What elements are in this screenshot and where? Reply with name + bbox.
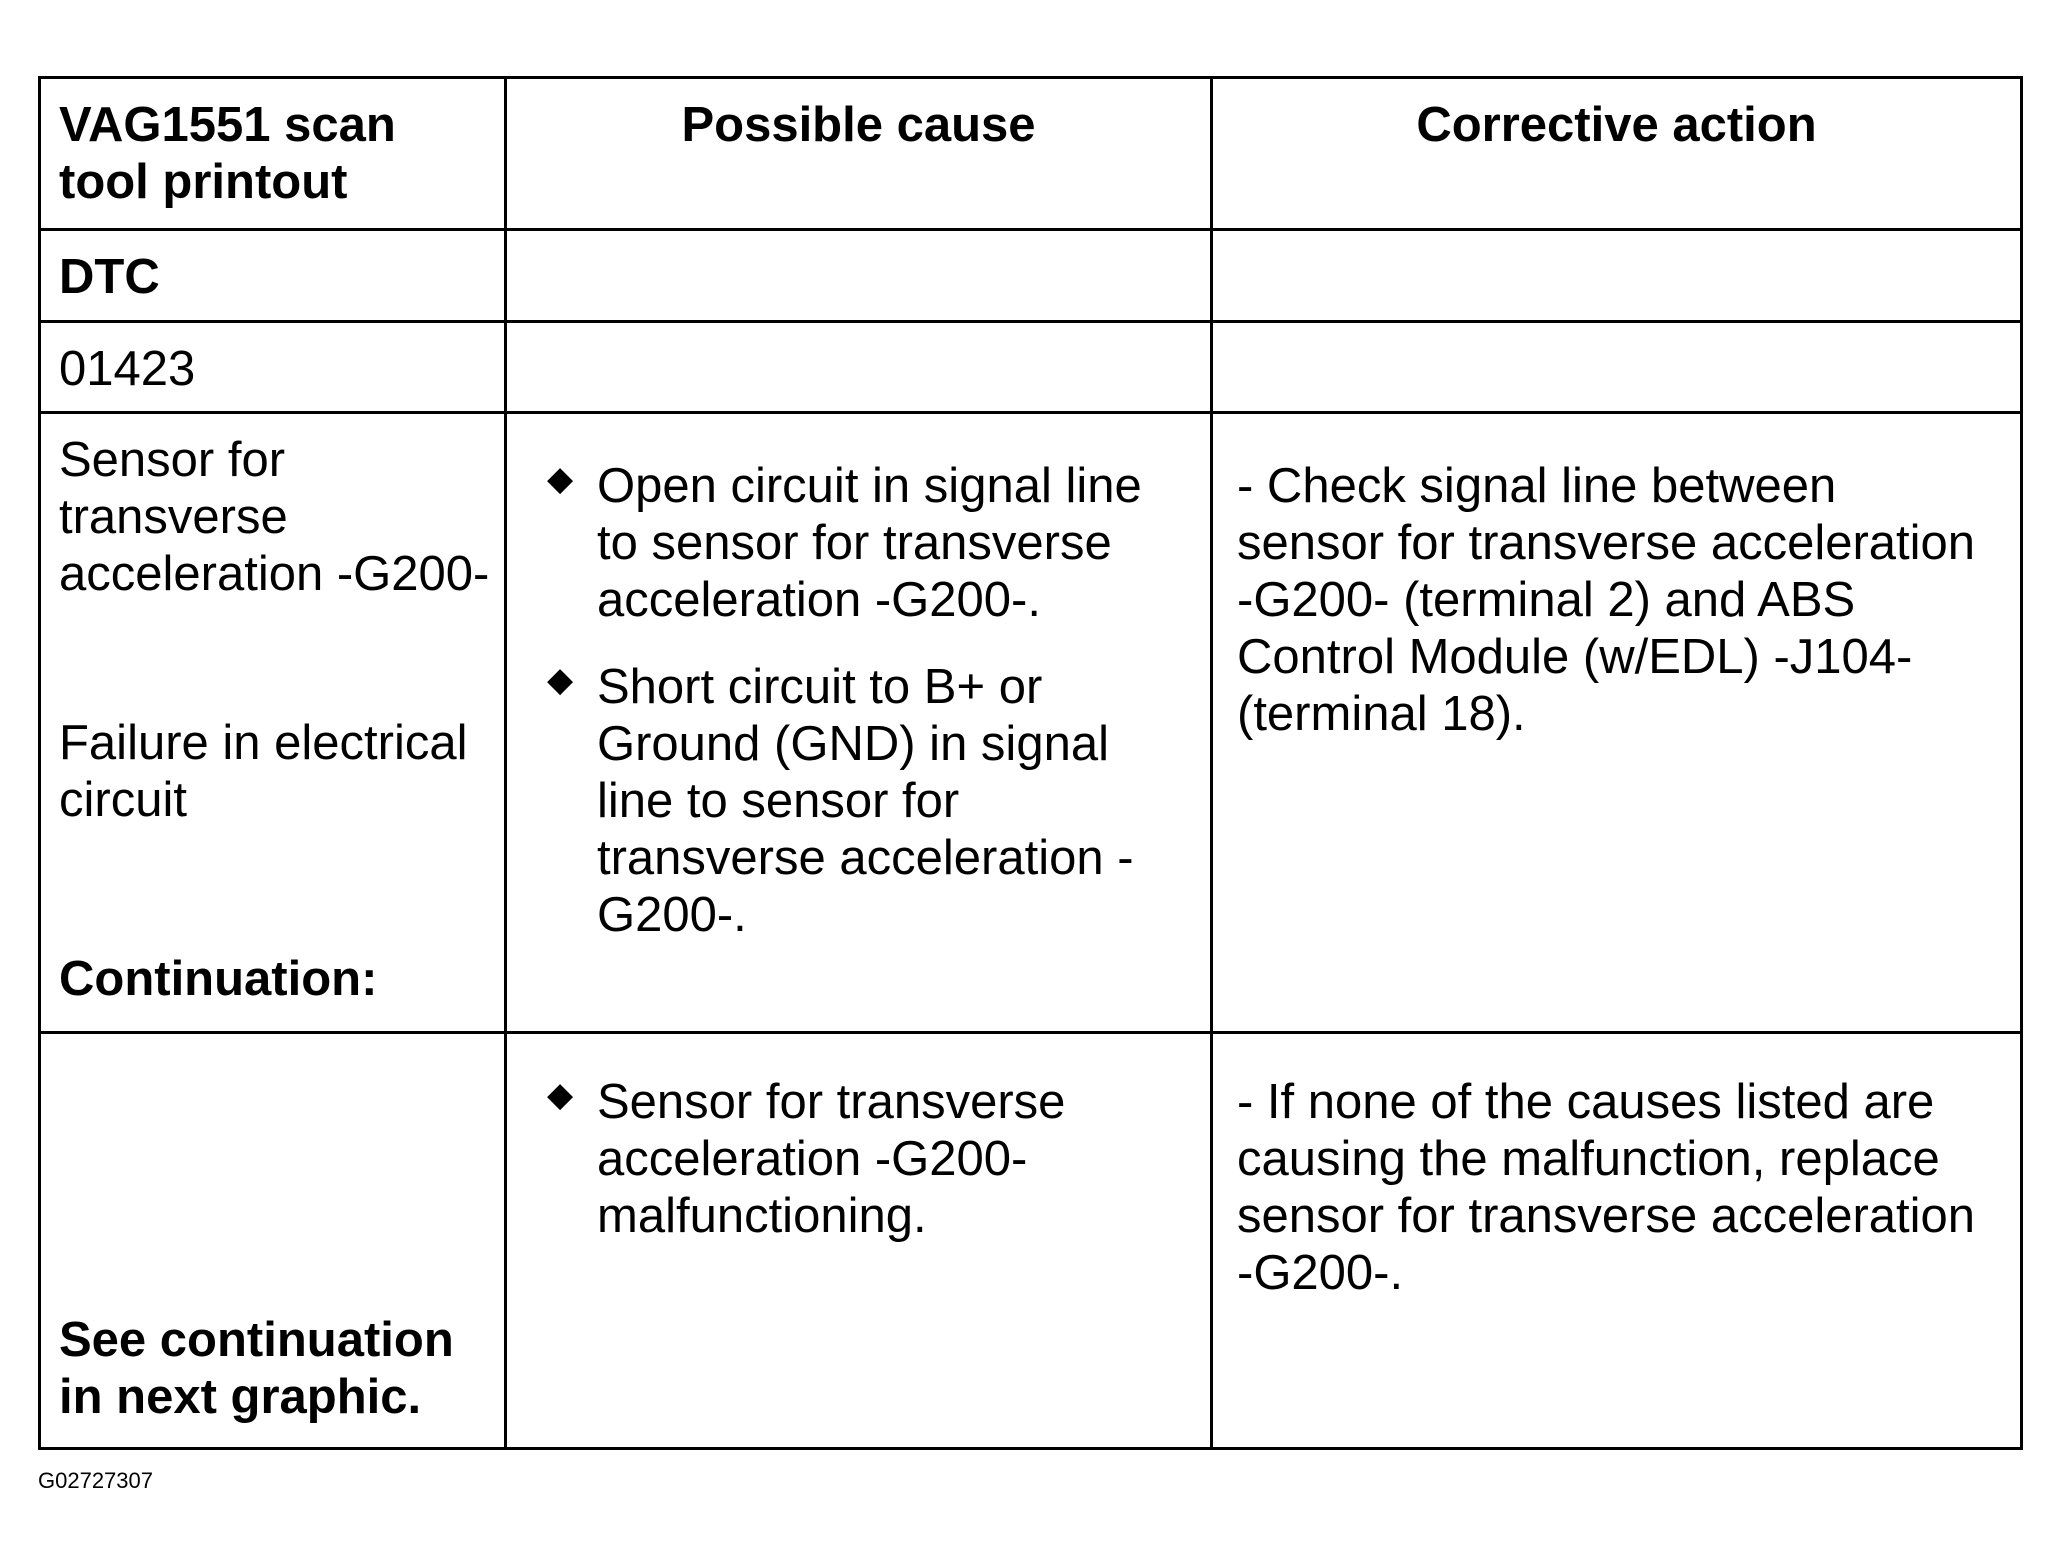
continuation-row [40, 1033, 2022, 1449]
continuation-description-cell [40, 1033, 506, 1449]
failure-type: Failure in electrical circuit [59, 715, 468, 827]
cause-text: Sensor for transverse acceleration -G200- malfunctioning. [597, 1075, 1066, 1244]
fault-action-cell [1212, 412, 2022, 1032]
header-corrective-action-label: Corrective action [1416, 98, 1817, 152]
see-next-graphic-note: See continuation in next graphic. [59, 1313, 454, 1425]
continuation-label: Continuation: [59, 951, 378, 1006]
fault-causes-cell [506, 412, 1212, 1032]
component-name: Sensor for transverse acceleration -G200- [59, 432, 490, 601]
dtc-code-cell [40, 321, 506, 412]
diamond-bullet-icon: ◆ [547, 1076, 574, 1115]
diamond-bullet-icon: ◆ [547, 459, 574, 498]
corrective-action-text: - Check signal line between sensor for transverse acceleration -G200- (terminal 2) and ABS Control Module (w/EDL) -J104- (terminal 18). [1237, 458, 1976, 741]
header-possible-cause-label: Possible cause [681, 98, 1036, 152]
figure-id: G02727307 [38, 1468, 153, 1493]
dtc-empty-action-cell [1212, 230, 2022, 321]
header-corrective-action [1212, 78, 2022, 230]
diagnostic-table [38, 76, 2023, 1450]
cause-item [547, 659, 1180, 944]
diamond-bullet-icon: ◆ [547, 660, 574, 699]
code-empty-cause-cell [506, 321, 1212, 412]
cause-text: Open circuit in signal line to sensor for transverse acceleration -G200-. [597, 458, 1142, 627]
corrective-action-text: - If none of the causes listed are causing the malfunction, replace sensor for transverse acceleration -G200-. [1237, 1075, 1976, 1301]
cause-list [507, 1034, 1210, 1245]
cause-item [547, 458, 1180, 629]
cause-list [507, 414, 1210, 944]
header-scan-tool-label: VAG1551 scan tool printout [59, 98, 396, 209]
dtc-code-row [40, 321, 2022, 412]
header-row [40, 78, 2022, 230]
header-possible-cause [506, 78, 1212, 230]
dtc-code: 01423 [59, 341, 196, 396]
dtc-label: DTC [59, 250, 160, 305]
fault-row [40, 412, 2022, 1032]
continuation-action-cell [1212, 1033, 2022, 1449]
fault-description-cell [40, 412, 506, 1032]
code-empty-action-cell [1212, 321, 2022, 412]
continuation-causes-cell [506, 1033, 1212, 1449]
cause-item [547, 1074, 1180, 1245]
header-scan-tool-printout [40, 78, 506, 230]
dtc-row [40, 230, 2022, 321]
dtc-label-cell [40, 230, 506, 321]
dtc-empty-cause-cell [506, 230, 1212, 321]
cause-text: Short circuit to B+ or Ground (GND) in signal line to sensor for transverse acceleration -G200-. [597, 659, 1134, 942]
